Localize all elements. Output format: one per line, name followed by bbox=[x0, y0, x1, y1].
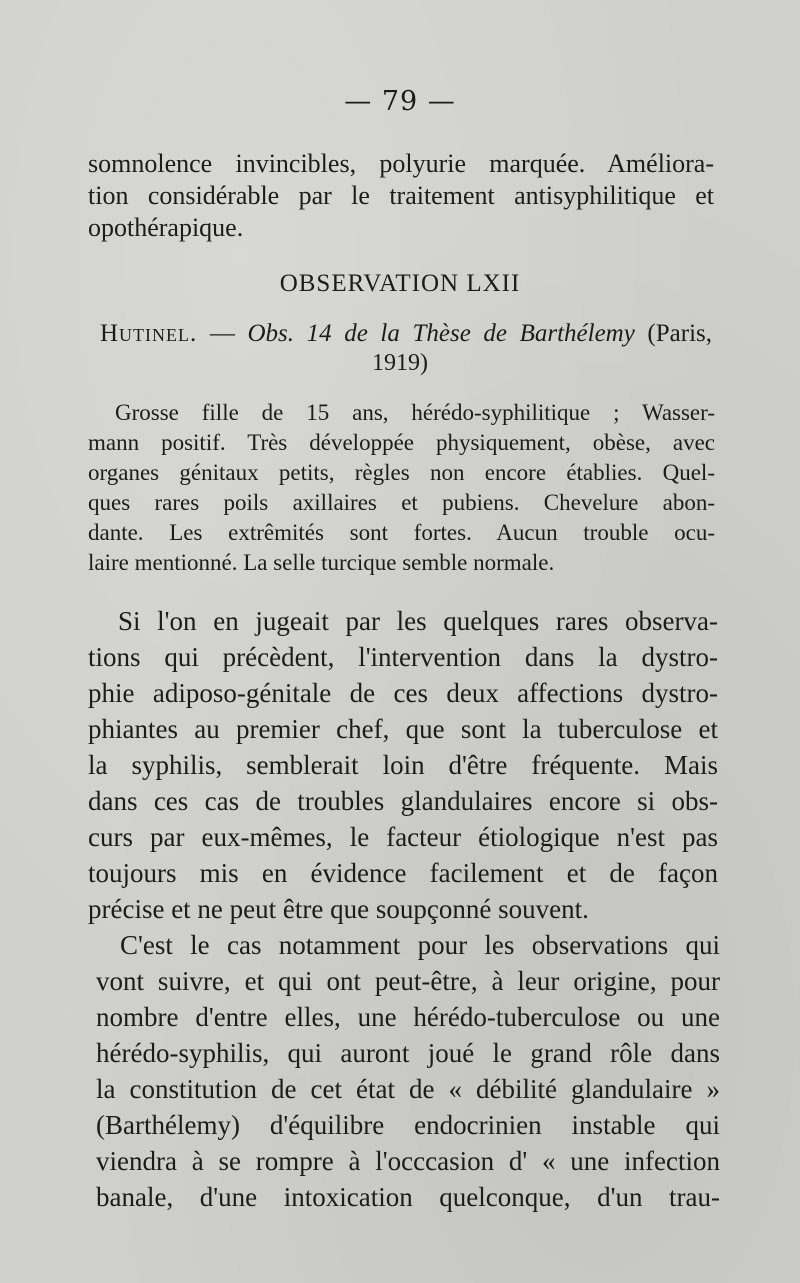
paragraph-line: la syphilis, semblerait loin d'être fréquente. Mais bbox=[88, 750, 718, 780]
paragraph-line: hérédo-syphilis, qui auront joué le grand rôle dans bbox=[96, 1038, 720, 1068]
paragraph-line: viendra à se rompre à l'occcasion d' « une infection bbox=[96, 1146, 720, 1176]
reference-year: 1919) bbox=[372, 350, 428, 376]
observation-line: ques rares poils axillaires et pubiens. Chevelure abon- bbox=[88, 490, 715, 515]
observation-reference bbox=[100, 320, 712, 348]
observation-line: dante. Les extrêmités sont fortes. Aucun trouble ocu- bbox=[88, 520, 715, 545]
reference-place: (Paris, bbox=[634, 320, 713, 347]
paragraph-line: (Barthélemy) d'équilibre endocrinien instable qui bbox=[96, 1110, 720, 1140]
observation-author: Hutinel. bbox=[100, 320, 198, 347]
page-number: — 79 — bbox=[344, 86, 456, 117]
paragraph-line: dans ces cas de troubles glandulaires encore si obs- bbox=[88, 786, 718, 816]
observation-line: organes génitaux petits, règles non encore établies. Quel- bbox=[88, 460, 715, 485]
intro-line: tion considérable par le traitement antisyphilitique et bbox=[88, 181, 714, 210]
paragraph-line: phie adiposo-génitale de ces deux affections dystro- bbox=[88, 678, 718, 708]
paragraph-line: toujours mis en évidence facilement et de façon bbox=[88, 858, 718, 888]
paragraph-line: Si l'on en jugeait par les quelques rares observa- bbox=[118, 606, 718, 636]
paragraph-line: phiantes au premier chef, que sont la tuberculose et bbox=[88, 714, 718, 744]
paragraph-line: banale, d'une intoxication quelconque, d'un trau- bbox=[96, 1182, 720, 1212]
paragraph-line: précise et ne peut être que soupçonné souvent. bbox=[88, 894, 589, 924]
observation-heading: OBSERVATION LXII bbox=[279, 270, 521, 297]
paragraph-line: vont suivre, et qui ont peut-être, à leur origine, pour bbox=[96, 966, 720, 996]
intro-line: opothérapique. bbox=[88, 213, 244, 242]
paragraph-line: tions qui précèdent, l'intervention dans la dystro- bbox=[88, 642, 718, 672]
reference-dash: — bbox=[197, 320, 248, 347]
paragraph-line: nombre d'entre elles, une hérédo-tuberculose ou une bbox=[96, 1002, 720, 1032]
observation-line: mann positif. Très développée physiquement, obèse, avec bbox=[88, 430, 715, 455]
paragraph-line: curs par eux-mêmes, le facteur étiologique n'est pas bbox=[88, 822, 718, 852]
observation-line: laire mentionné. La selle turcique semble normale. bbox=[88, 550, 555, 575]
paragraph-line: C'est le cas notamment pour les observations qui bbox=[120, 930, 720, 960]
observation-line: Grosse fille de 15 ans, hérédo-syphilitique ; Wasser- bbox=[115, 400, 715, 425]
intro-line: somnolence invincibles, polyurie marquée. Améliora- bbox=[88, 149, 714, 178]
paragraph-line: la constitution de cet état de « débilité glandulaire » bbox=[96, 1074, 720, 1104]
reference-title: Obs. 14 de la Thèse de Barthélemy bbox=[247, 320, 635, 347]
